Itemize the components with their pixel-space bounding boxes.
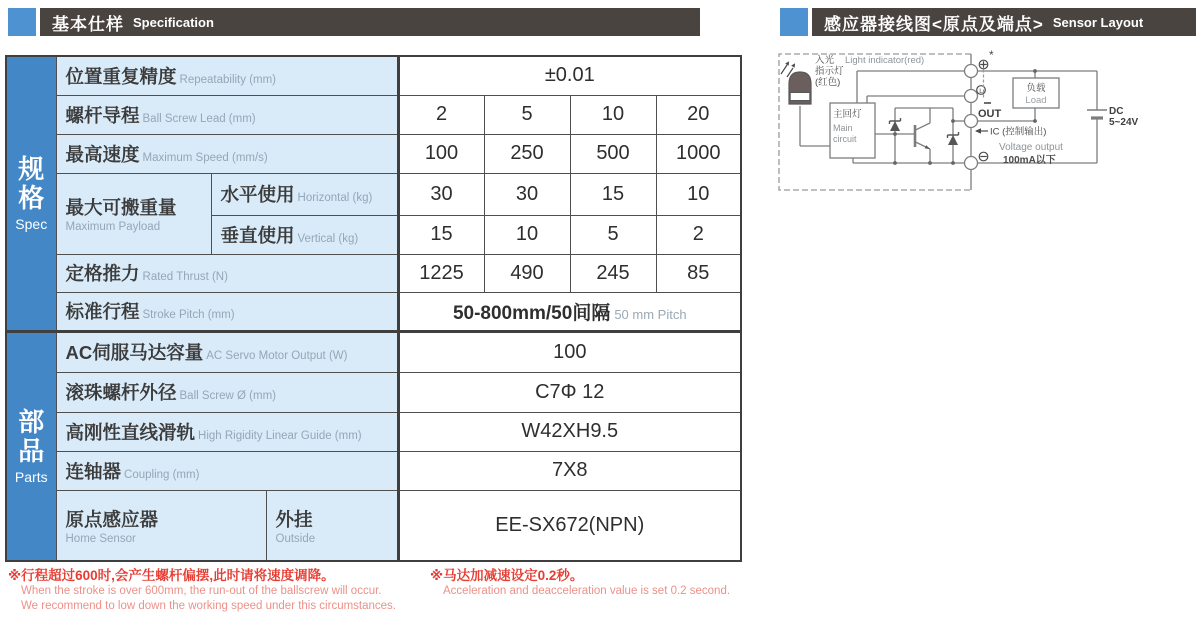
- coupling-zh: 连轴器: [65, 460, 122, 482]
- sensor-wiring-svg: [775, 46, 1195, 206]
- ic-label: IC (控制输出): [990, 126, 1047, 138]
- vertical-en: Vertical (kg): [297, 232, 359, 245]
- sensor-wiring-diagram: [775, 46, 1195, 206]
- vertical-zh: 垂直使用: [220, 224, 295, 246]
- emitter-arrow-icon: [925, 145, 930, 149]
- spec-table: [5, 55, 742, 562]
- blue-square-icon: [8, 8, 36, 36]
- spec-header-title-zh: 基本仕样: [52, 14, 124, 34]
- row-horizontal-label: [211, 173, 398, 215]
- group-spec: [6, 56, 56, 331]
- home-sensor-outside-label: [266, 490, 398, 561]
- row-coupling-label: [56, 451, 398, 490]
- stroke-note-en1: When the stroke is over 600mm, the run-out of the ballscrew will occur.: [21, 585, 382, 597]
- horizontal-v2: 30: [484, 173, 570, 215]
- light-indicator-zh1-label: 入光: [815, 55, 835, 66]
- thrust-en: Rated Thrust (N): [142, 271, 228, 283]
- dc-label: DC: [1109, 106, 1124, 117]
- lead-v2: 5: [484, 95, 570, 134]
- stroke-value-en: 50 mm Pitch: [614, 306, 687, 322]
- stroke-zh: 标准行程: [65, 301, 140, 322]
- terminal-out-circle: [965, 115, 978, 128]
- ic-arrow-head-icon: [975, 128, 981, 133]
- speed-zh: 最高速度: [65, 143, 140, 165]
- speed-v2: 250: [484, 134, 570, 173]
- horizontal-zh: 水平使用: [220, 184, 295, 205]
- row-home-sensor-label: [56, 490, 266, 561]
- row-speed-label: [56, 134, 398, 173]
- repeatability-zh: 位置重复精度: [65, 65, 177, 87]
- repeatability-en: Repeatability (mm): [179, 73, 277, 86]
- sensor-header: [780, 8, 1196, 36]
- repeatability-value: ±0.01: [398, 56, 741, 95]
- row-screw-dia-label: [56, 372, 398, 412]
- accel-note: [430, 568, 730, 599]
- home-sensor-value: EE-SX672(NPN): [398, 490, 741, 561]
- spec-header: [8, 8, 700, 36]
- minus-inner-wire: [853, 158, 964, 163]
- sensor-header-title-zh: 感应器接线图<原点及端点>: [824, 14, 1044, 34]
- home-sensor-zh: 原点感应器: [65, 508, 159, 530]
- vertical-v4: 2: [656, 215, 741, 254]
- thrust-zh: 定格推力: [65, 263, 140, 284]
- stroke-note-en2: We recommend to low down the working speed under this circumstances.: [21, 600, 396, 612]
- group-parts-en: Parts: [14, 468, 48, 485]
- outside-zh: 外挂: [275, 508, 313, 530]
- motor-zh: AC伺服马达容量: [65, 342, 204, 363]
- lead-v3: 10: [570, 95, 656, 134]
- thrust-v4: 85: [656, 254, 741, 292]
- group-parts: [6, 331, 56, 561]
- group-spec-zh: 规格: [18, 153, 45, 213]
- horizontal-v4: 10: [656, 173, 741, 215]
- speed-v4: 1000: [656, 134, 741, 173]
- row-payload-label: [56, 173, 211, 254]
- payload-zh: 最大可搬重量: [65, 197, 177, 218]
- guide-zh: 高刚性直线滑轨: [65, 421, 196, 443]
- row-vertical-label: [211, 215, 398, 254]
- speed-en: Maximum Speed (mm/s): [142, 151, 268, 164]
- thrust-v3: 245: [570, 254, 656, 292]
- vertical-v3: 5: [570, 215, 656, 254]
- horizontal-v1: 30: [398, 173, 484, 215]
- lead-zh: 螺杆导程: [65, 104, 140, 126]
- zener-diode-icon: [890, 118, 959, 145]
- row-stroke-label: [56, 292, 398, 331]
- outside-en: Outside: [275, 532, 316, 545]
- stroke-value-zh: 50-800mm/50间隔: [452, 302, 611, 324]
- row-thrust-label: [56, 254, 398, 292]
- load-en-label: Load: [1025, 95, 1047, 106]
- led-lead: [800, 106, 830, 146]
- row-motor-label: [56, 331, 398, 372]
- stroke-value: [398, 292, 741, 331]
- row-lead-label: [56, 95, 398, 134]
- lead-en: Ball Screw Lead (mm): [142, 112, 256, 125]
- terminal-minus-circle: [965, 157, 978, 170]
- voltage-output-label: Voltage output: [999, 142, 1063, 153]
- vertical-v2: 10: [484, 215, 570, 254]
- l-inner-wire: [867, 96, 964, 103]
- led-indicator-icon: [781, 61, 811, 104]
- main-circuit-en1-label: Main: [833, 123, 853, 133]
- accel-note-zh: ※马达加减速设定0.2秒。: [430, 568, 584, 583]
- emitter-wire: [916, 142, 931, 163]
- load-zh-label: 负载: [1026, 83, 1046, 94]
- terminal-l-circle: [965, 90, 978, 103]
- main-circuit-en2-label: circuit: [833, 134, 857, 144]
- main-circuit-zh-label: 主回灯: [833, 109, 862, 120]
- collector-wire: [916, 108, 931, 130]
- spec-header-bar: [40, 8, 700, 36]
- stroke-note: [8, 568, 396, 614]
- light-indicator-en-label: Light indicator(red): [845, 55, 925, 66]
- stroke-en: Stroke Pitch (mm): [142, 309, 235, 321]
- stroke-note-zh: ※行程超过600时,会产生螺杆偏摆,此时请将速度调降。: [8, 568, 335, 583]
- home-sensor-en: Home Sensor: [65, 532, 136, 545]
- thrust-v1: 1225: [398, 254, 484, 292]
- screw-dia-en: Ball Screw Ø (mm): [179, 390, 276, 402]
- accel-note-en: Acceleration and deacceleration value is set 0.2 second.: [443, 585, 731, 597]
- plus-inner-wire: [857, 71, 964, 103]
- coupling-value: 7X8: [398, 451, 741, 490]
- light-indicator-zh3-label: (红色): [815, 77, 841, 88]
- terminal-plus-circle: [965, 65, 978, 78]
- thrust-v2: 490: [484, 254, 570, 292]
- horizontal-en: Horizontal (kg): [297, 192, 373, 204]
- lead-v4: 20: [656, 95, 741, 134]
- screw-dia-value: C7Φ 12: [398, 372, 741, 412]
- star-label: *: [989, 48, 994, 62]
- vertical-v1: 15: [398, 215, 484, 254]
- guide-value: W42XH9.5: [398, 412, 741, 451]
- light-indicator-zh2-label: 指示灯: [815, 66, 844, 77]
- dc-range-label: 5~24V: [1109, 117, 1139, 128]
- screw-dia-zh: 滚珠螺杆外径: [65, 382, 177, 403]
- group-spec-en: Spec: [15, 215, 48, 232]
- horizontal-v3: 15: [570, 173, 656, 215]
- blue-square-icon: [780, 8, 808, 36]
- row-repeatability-label: [56, 56, 398, 95]
- speed-v3: 500: [570, 134, 656, 173]
- group-parts-zh: 部品: [18, 406, 45, 466]
- out-label: OUT: [978, 108, 1002, 120]
- plus-terminal-cross: [980, 61, 987, 68]
- current-limit-label: 100mA以下: [1003, 155, 1056, 166]
- spec-header-title-en: Specification: [133, 14, 214, 30]
- lead-v1: 2: [398, 95, 484, 134]
- l-terminal-letter: L: [979, 88, 983, 96]
- row-guide-label: [56, 412, 398, 451]
- sensor-header-title-en: Sensor Layout: [1052, 14, 1144, 30]
- motor-en: AC Servo Motor Output (W): [206, 350, 348, 362]
- motor-value: 100: [398, 331, 741, 372]
- coupling-en: Coupling (mm): [124, 468, 200, 481]
- payload-en: Maximum Payload: [65, 221, 161, 233]
- speed-v1: 100: [398, 134, 484, 173]
- sensor-header-bar: [812, 8, 1196, 36]
- guide-en: High Rigidity Linear Guide (mm): [198, 429, 362, 442]
